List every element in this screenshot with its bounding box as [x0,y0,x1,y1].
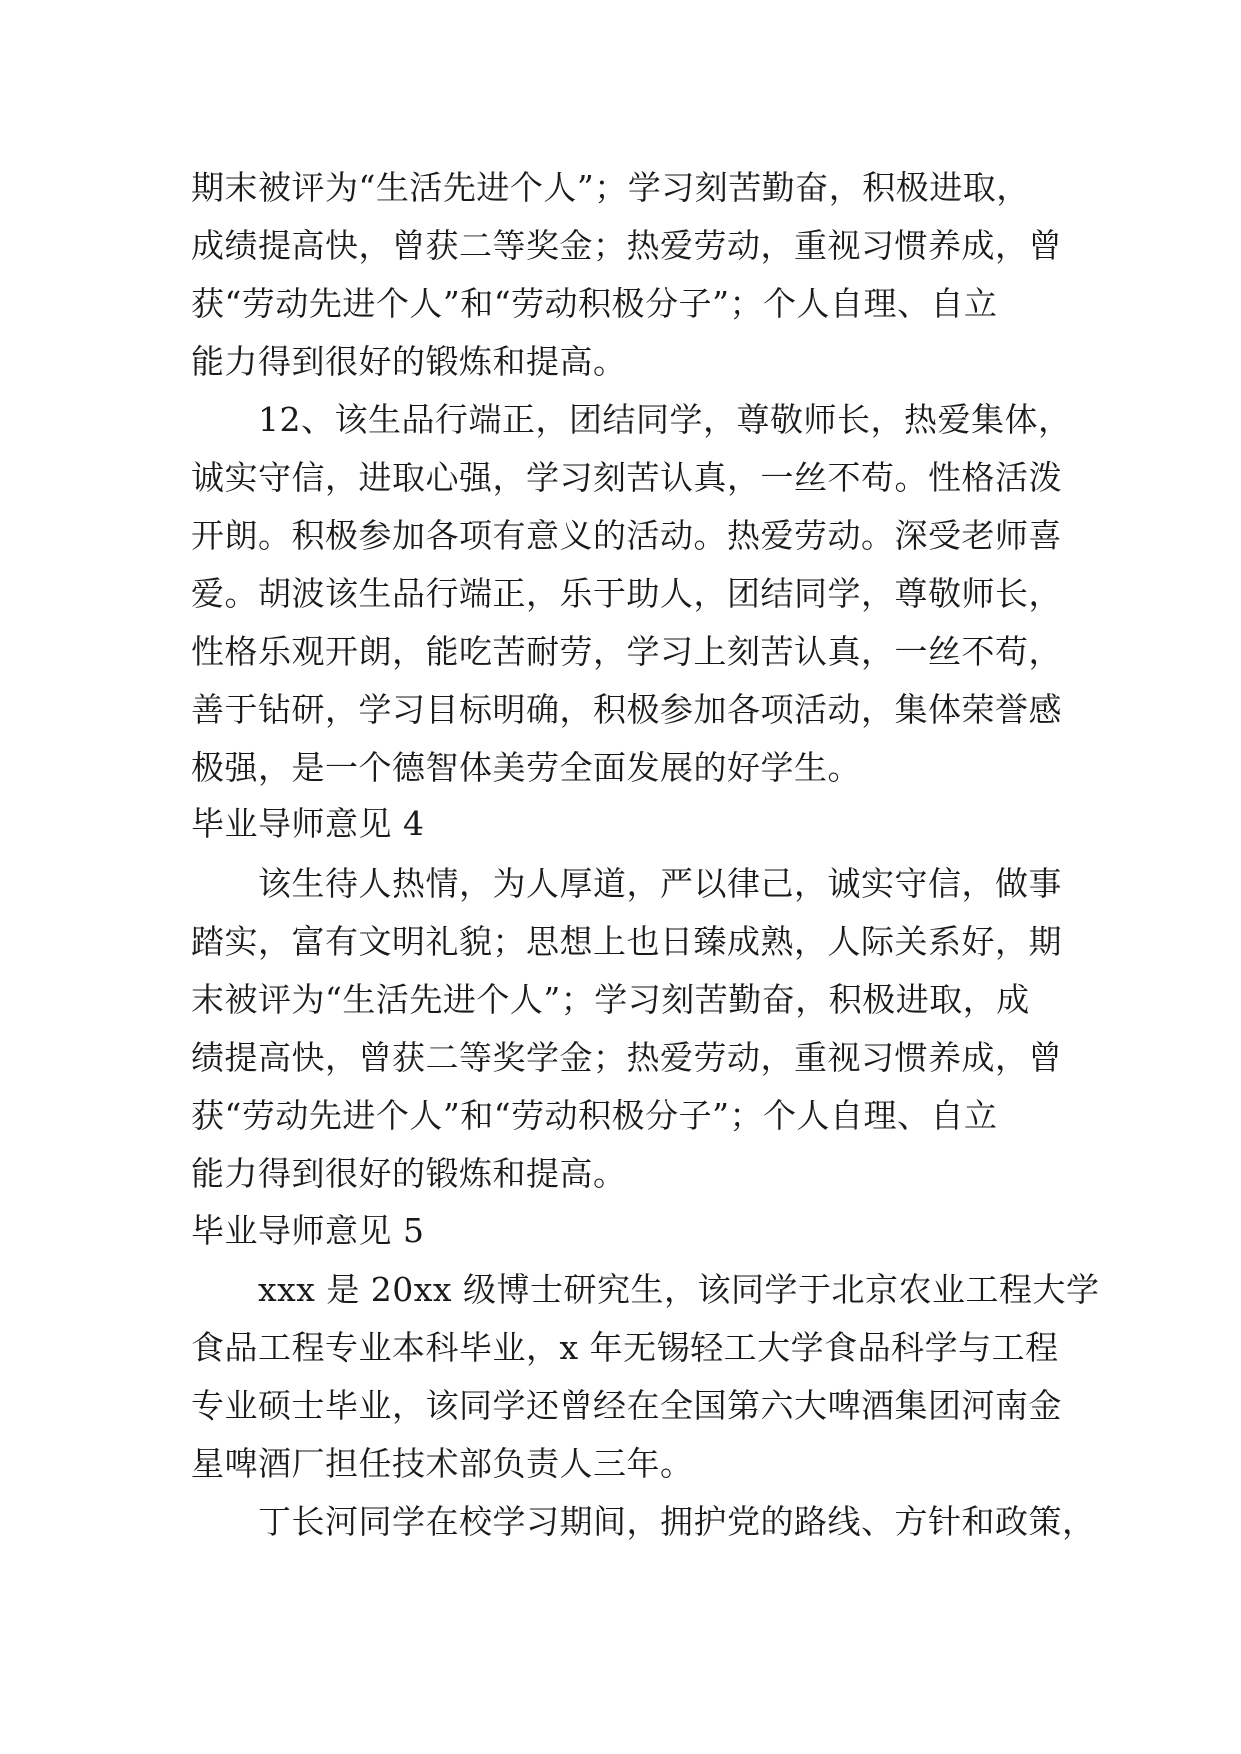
text-line: 能力得到很好的锻炼和提高。 [191,342,627,381]
text-line: 绩提高快，曾获二等奖学金；热爱劳动，重视习惯养成，曾 [191,1038,1062,1077]
text-line: 诚实守信，进取心强，学习刻苦认真，一丝不苟。性格活泼 [191,458,1062,497]
text-line: 期末被评为“生活先进个人”；学习刻苦勤奋，积极进取， [191,168,1030,207]
text-line: 获“劳动先进个人”和“劳动积极分子”；个人自理、自立 [191,1096,998,1135]
text-line: 极强，是一个德智体美劳全面发展的好学生。 [191,748,861,787]
text-line: 12、该生品行端正，团结同学，尊敬师长，热爱集体， [258,400,1072,439]
text-line: 踏实，富有文明礼貌；思想上也日臻成熟，人际关系好，期 [191,922,1062,961]
text-line: 末被评为“生活先进个人”；学习刻苦勤奋，积极进取，成 [191,980,1030,1019]
text-line: 食品工程专业本科毕业，x 年无锡轻工大学食品科学与工程 [191,1328,1059,1367]
text-line: 获“劳动先进个人”和“劳动积极分子”；个人自理、自立 [191,284,998,323]
text-line: 专业硕士毕业，该同学还曾经在全国第六大啤酒集团河南金 [191,1386,1062,1425]
text-line: 善于钻研，学习目标明确，积极参加各项活动，集体荣誉感 [191,690,1062,729]
text-line: 丁长河同学在校学习期间，拥护党的路线、方针和政策， [258,1502,1096,1541]
section-heading: 毕业导师意见 4 [191,804,425,843]
section-heading: 毕业导师意见 5 [191,1211,425,1250]
text-line: 性格乐观开朗，能吃苦耐劳，学习上刻苦认真，一丝不苟， [191,632,1062,671]
text-line: xxx 是 20xx 级博士研究生，该同学于北京农业工程大学 [258,1270,1100,1309]
text-line: 能力得到很好的锻炼和提高。 [191,1154,627,1193]
text-line: 成绩提高快，曾获二等奖金；热爱劳动，重视习惯养成，曾 [191,226,1062,265]
text-line: 星啤酒厂担任技术部负责人三年。 [191,1444,694,1483]
text-line: 爱。胡波该生品行端正，乐于助人，团结同学，尊敬师长， [191,574,1062,613]
text-line: 该生待人热情，为人厚道，严以律己，诚实守信，做事 [258,864,1062,903]
text-line: 开朗。积极参加各项有意义的活动。热爱劳动。深受老师喜 [191,516,1062,555]
